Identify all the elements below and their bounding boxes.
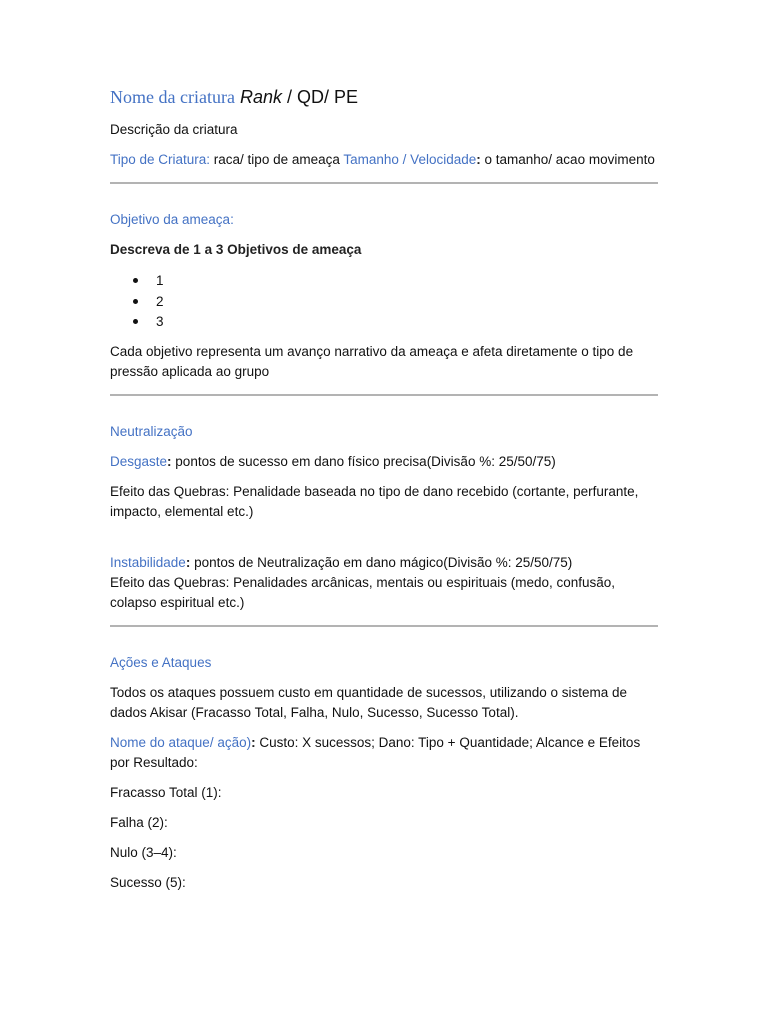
creature-title-rest: / QD/ PE (281, 87, 359, 107)
wear-line (110, 452, 658, 472)
document-content (110, 84, 658, 893)
result-falha: Falha (2): (110, 814, 168, 830)
creature-rank: Rank (239, 87, 282, 107)
wear-text: pontos de sucesso em dano físico precisa(Divisão %: 25/50/75) (171, 453, 556, 469)
size-speed-label: Tamanho / Velocidade (343, 152, 477, 167)
creature-type-value: raca/ tipo de ameaça (210, 152, 344, 167)
size-speed-value: o tamanho/ acao movimento (480, 152, 655, 167)
objectives-subheading: Descreva de 1 a 3 Objetivos de ameaça (110, 242, 362, 257)
actions-intro: Todos os ataques possuem custo em quantidade de sucessos, utilizando o sistema de dados Akisar (Fracasso Total, Falha, Nulo, Sucesso, Sucesso Total). (110, 684, 628, 720)
instability-label: Instabilidade (110, 554, 186, 570)
section-divider (110, 394, 658, 396)
instability-text: pontos de Neutralização em dano mágico(Divisão %: 25/50/75) (190, 554, 573, 570)
creature-title (110, 84, 658, 110)
section-divider (110, 625, 658, 627)
result-fracasso-total: Fracasso Total (1): (110, 784, 222, 800)
creature-description: Descrição da criatura (110, 122, 238, 137)
result-sucesso: Sucesso (5): (110, 874, 186, 890)
attack-label: Nome do ataque/ ação) (110, 734, 252, 750)
attack-text: Custo: X sucessos; Dano: Tipo + Quantidade; Alcance e Efeitos por Resultado: (110, 734, 641, 770)
creature-type-label: Tipo de Criatura: (110, 152, 211, 167)
creature-name: Nome da criatura (110, 87, 235, 107)
objectives-list (110, 271, 658, 333)
list-item: 3 (110, 312, 658, 333)
attack-line (110, 733, 658, 773)
creature-type-line (110, 150, 658, 170)
instability-effect: Efeito das Quebras: Penalidades arcânicas, mentais ou espirituais (medo, confusão, colapso espiritual etc.) (110, 574, 616, 610)
list-item: 2 (110, 292, 658, 313)
result-nulo: Nulo (3–4): (110, 844, 177, 860)
neutralization-heading: Neutralização (110, 423, 193, 439)
wear-colon: : (167, 453, 172, 469)
actions-heading: Ações e Ataques (110, 654, 212, 670)
section-divider (110, 182, 658, 184)
size-speed-colon: : (476, 152, 481, 167)
attack-colon: : (251, 734, 256, 750)
wear-label: Desgaste (110, 453, 168, 469)
objectives-note: Cada objetivo representa um avanço narrativo da ameaça e afeta diretamente o tipo de pressão aplicada ao grupo (110, 343, 634, 379)
wear-effect: Efeito das Quebras: Penalidade baseada no tipo de dano recebido (cortante, perfurante, impacto, elemental etc.) (110, 483, 639, 519)
list-item: 1 (110, 271, 658, 292)
instability-colon: : (185, 554, 191, 570)
objectives-heading: Objetivo da ameaça: (110, 212, 234, 227)
instability-line (110, 553, 658, 573)
